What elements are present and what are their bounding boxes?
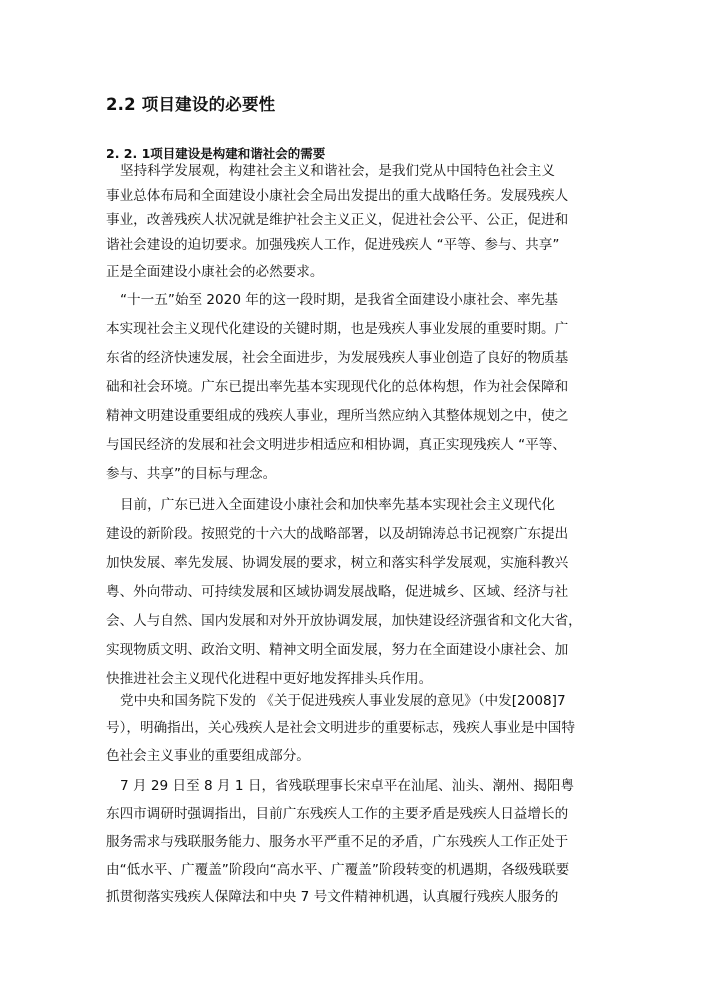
paragraph-3-line-5: 会、人与自然、国内发展和对外开放协调发展，加快建设经济强省和文化大省，: [106, 613, 582, 629]
paragraph-1-line-3: 事业，改善残疾人状况就是维护社会主义正义，促进社会公平、公正，促进和: [106, 212, 569, 228]
paragraph-1-line-5: 正是全面建设小康社会的必然要求。: [106, 264, 324, 280]
paragraph-2-line-2: 本实现社会主义现代化建设的关键时期，也是残疾人事业发展的重要时期。广: [106, 321, 569, 337]
paragraph-1-line-1: 坚持科学发展观，构建社会主义和谐社会，是我们党从中国特色社会主义: [120, 163, 555, 179]
paragraph-2-line-3: 东省的经济快速发展，社会全面进步，为发展残疾人事业创造了良好的物质基: [106, 350, 569, 366]
paragraph-5-line-5: 抓贯彻落实残疾人保障法和中央 7 号文件精神机遇，认真履行残疾人服务的: [106, 889, 559, 905]
paragraph-3-line-6: 实现物质文明、政治文明、精神文明全面发展，努力在全面建设小康社会、加: [106, 642, 569, 658]
paragraph-3-line-4: 粤、外向带动、可持续发展和区域协调发展战略，促进城乡、区域、经济与社: [106, 584, 569, 600]
paragraph-2-line-4: 础和社会环境。广东已提出率先基本实现现代化的总体构想，作为社会保障和: [106, 379, 569, 395]
paragraph-5-line-2: 东四市调研时强调指出，目前广东残疾人工作的主要矛盾是残疾人日益增长的: [106, 806, 569, 822]
paragraph-2-line-5: 精神文明建设重要组成的残疾人事业，理所当然应纳入其整体规划之中，使之: [106, 408, 569, 424]
paragraph-1-line-2: 事业总体布局和全面建设小康社会全局出发提出的重大战略任务。发展残疾人: [106, 188, 569, 204]
paragraph-5-line-4: 由“低水平、广覆盖”阶段向“高水平、广覆盖”阶段转变的机遇期，各级残联要: [106, 862, 570, 878]
paragraph-3-line-1: 目前，广东已进入全面建设小康社会和加快率先基本实现社会主义现代化: [120, 497, 555, 513]
paragraph-4-line-1: 党中央和国务院下发的 《关于促进残疾人事业发展的意见》（中发[2008]7: [120, 693, 566, 709]
paragraph-5-line-1: 7 月 29 日至 8 月 1 日，省残联理事长宋卓平在汕尾、汕头、潮州、揭阳粤: [120, 778, 575, 794]
paragraph-4-line-2: 号），明确指出，关心残疾人是社会文明进步的重要标志，残疾人事业是中国特: [106, 720, 575, 736]
paragraph-2-line-6: 与国民经济的发展和社会文明进步相适应和相协调，真正实现残疾人 “平等、: [106, 437, 566, 453]
paragraph-1-line-4: 谐社会建设的迫切要求。加强残疾人工作，促进残疾人 “平等、参与、共享”: [106, 237, 560, 253]
paragraph-2-line-1: “十一五”始至 2020 年的这一段时期，是我省全面建设小康社会、率先基: [120, 292, 558, 308]
paragraph-3-line-7: 快推进社会主义现代化进程中更好地发挥排头兵作用。: [106, 671, 433, 687]
section-title: 2.2 项目建设的必要性: [106, 95, 276, 114]
subsection-title: 2. 2. 1项目建设是构建和谐社会的需要: [106, 146, 326, 161]
paragraph-4-line-3: 色社会主义事业的重要组成部分。: [106, 748, 310, 764]
paragraph-3-line-2: 建设的新阶段。按照党的十六大的战略部署，以及胡锦涛总书记视察广东提出: [106, 526, 569, 542]
paragraph-3-line-3: 加快发展、率先发展、协调发展的要求，树立和落实科学发展观，实施科教兴: [106, 555, 569, 571]
paragraph-5-line-3: 服务需求与残联服务能力、服务水平严重不足的矛盾，广东残疾人工作正处于: [106, 834, 569, 850]
paragraph-2-line-7: 参与、共享”的目标与理念。: [106, 466, 277, 482]
